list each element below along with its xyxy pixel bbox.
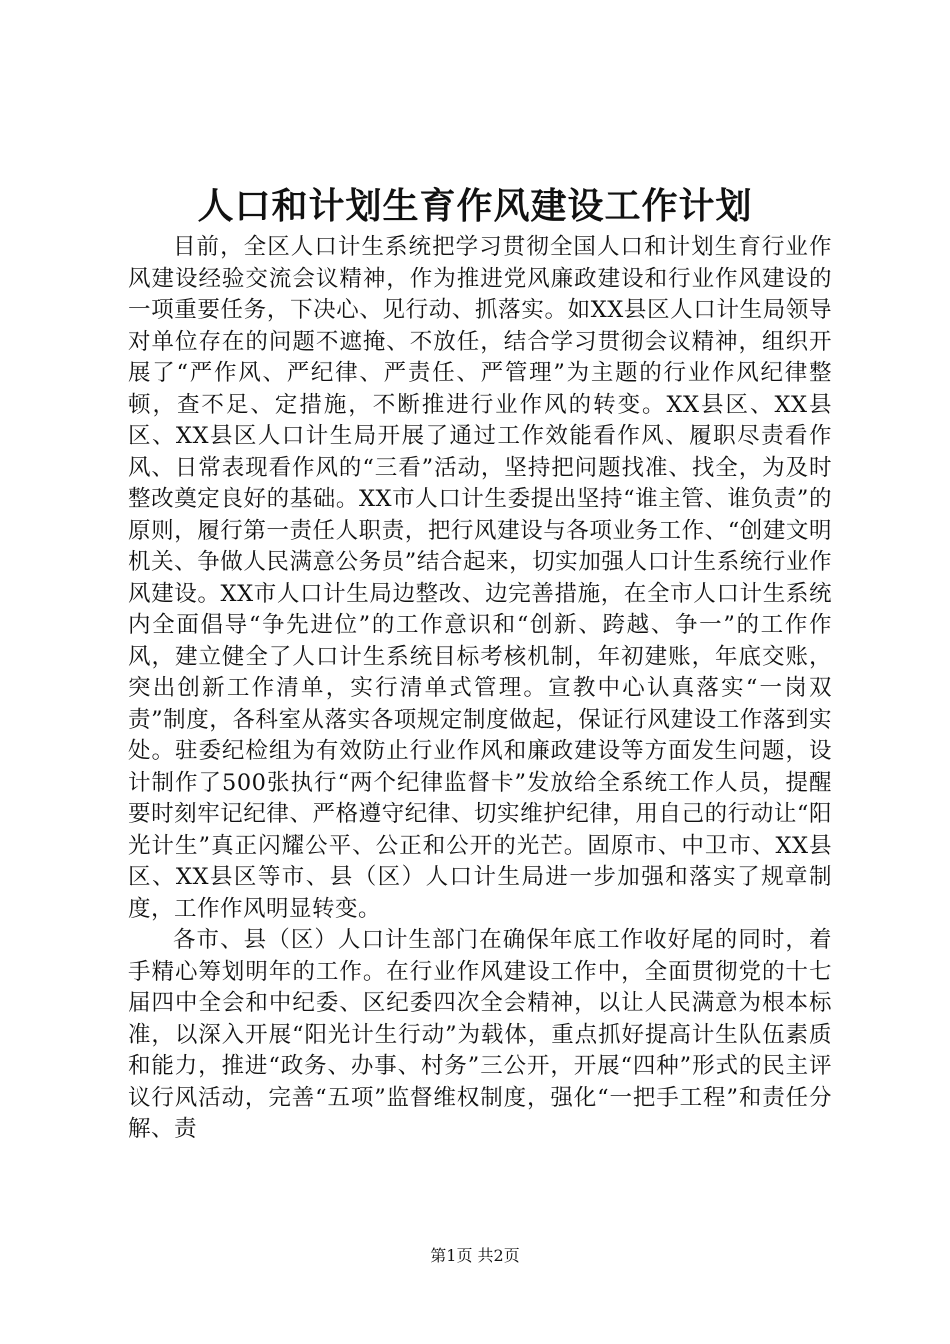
page-footer: 第1页 共2页: [430, 1246, 520, 1265]
document-body: [128, 232, 832, 1146]
body-paragraph-1: 目前，全区人口计生系统把学习贯彻全国人口和计划生育行业作风建设经验交流会议精神，作为推进党风廉政建设和行业作风建设的一项重要任务，下决心、见行动、抓落实。如XX县区人口计生局领导对单位存在的问题不遮掩、不放任，结合学习贯彻会议精神，组织开展了“严作风、严纪律、严责任、严管理”为主题的行业作风纪律整顿，查不足、定措施，不断推进行业作风的转变。XX县区、XX县区、XX县区人口计生局开展了通过工作效能看作风、履职尽责看作风、日常表现看作风的“三看”活动，坚持把问题找准、找全，为及时整改奠定良好的基础。XX市人口计生委提出坚持“谁主管、谁负责”的原则，履行第一责任人职责，把行风建设与各项业务工作、“创建文明机关、争做人民满意公务员”结合起来，切实加强人口计生系统行业作风建设。XX市人口计生局边整改、边完善措施，在全市人口计生系统内全面倡导“争先进位”的工作意识和“创新、跨越、争一”的工作作风，建立健全了人口计生系统目标考核机制，年初建账，年底交账，突出创新工作清单，实行清单式管理。宣教中心认真落实“一岗双责”制度，各科室从落实各项规定制度做起，保证行风建设工作落到实处。驻委纪检组为有效防止行业作风和廉政建设等方面发生问题，设计制作了500张执行“两个纪律监督卡”发放给全系统工作人员，提醒要时刻牢记纪律、严格遵守纪律、切实维护纪律，用自己的行动让“阳光计生”真正闪耀公平、公正和公开的光芒。固原市、中卫市、XX县区、XX县区等市、县（区）人口计生局进一步加强和落实了规章制度，工作作风明显转变。: [128, 234, 832, 922]
body-paragraph-2: 各市、县（区）人口计生部门在确保年底工作收好尾的同时，着手精心筹划明年的工作。在行业作风建设工作中，全面贯彻党的十七届四中全会和中纪委、区纪委四次全会精神，以让人民满意为根本标准，以深入开展“阳光计生行动”为载体，重点抓好提高计生队伍素质和能力，推进“政务、办事、村务”三公开，开展“四种”形式的民主评议行风活动，完善“五项”监督维权制度，强化“一把手工程”和责任分解、责: [128, 927, 832, 1142]
document-title: 人口和计划生育作风建设工作计划: [197, 185, 753, 227]
